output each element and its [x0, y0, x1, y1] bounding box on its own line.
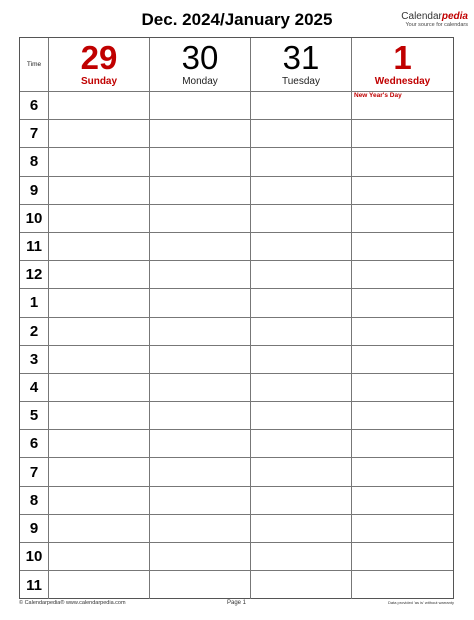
time-slot-monday[interactable]: [150, 543, 251, 571]
time-slot-wednesday[interactable]: [352, 148, 453, 176]
time-slot-sunday[interactable]: [49, 515, 150, 543]
hour-label: 10: [20, 543, 49, 571]
time-slot-sunday[interactable]: [49, 289, 150, 317]
hour-label: 7: [20, 458, 49, 486]
holiday-label: New Year's Day: [354, 92, 402, 99]
time-slot-tuesday[interactable]: [251, 120, 352, 148]
day-name: Monday: [182, 76, 218, 87]
time-slot-wednesday[interactable]: [352, 92, 453, 120]
time-slot-wednesday[interactable]: [352, 261, 453, 289]
time-slot-wednesday[interactable]: [352, 515, 453, 543]
brand-tagline: Your source for calendars: [405, 22, 468, 28]
time-slot-monday[interactable]: [150, 177, 251, 205]
time-slot-sunday[interactable]: [49, 571, 150, 599]
hour-label: 10: [20, 205, 49, 233]
time-slot-monday[interactable]: [150, 571, 251, 599]
time-slot-monday[interactable]: [150, 120, 251, 148]
hour-label: 6: [20, 430, 49, 458]
time-slot-sunday[interactable]: [49, 402, 150, 430]
time-slot-monday[interactable]: [150, 515, 251, 543]
hour-label: 11: [20, 571, 49, 599]
hour-label: 5: [20, 402, 49, 430]
day-header-monday: [150, 38, 251, 92]
time-slot-sunday[interactable]: [49, 148, 150, 176]
time-slot-monday[interactable]: [150, 346, 251, 374]
time-slot-tuesday[interactable]: [251, 177, 352, 205]
time-slot-monday[interactable]: [150, 205, 251, 233]
time-slot-tuesday[interactable]: [251, 205, 352, 233]
footer-disclaimer: Data provided 'as is' without warranty: [387, 600, 454, 605]
time-slot-tuesday[interactable]: [251, 487, 352, 515]
hour-label: 9: [20, 177, 49, 205]
hour-label: 1: [20, 289, 49, 317]
day-number: 29: [80, 39, 118, 76]
time-slot-wednesday[interactable]: [352, 402, 453, 430]
time-slot-tuesday[interactable]: [251, 261, 352, 289]
time-slot-wednesday[interactable]: [352, 346, 453, 374]
time-slot-sunday[interactable]: [49, 120, 150, 148]
time-slot-wednesday[interactable]: [352, 571, 453, 599]
time-slot-tuesday[interactable]: [251, 318, 352, 346]
time-slot-wednesday[interactable]: [352, 233, 453, 261]
time-slot-monday[interactable]: [150, 374, 251, 402]
time-slot-sunday[interactable]: [49, 543, 150, 571]
time-slot-tuesday[interactable]: [251, 289, 352, 317]
time-slot-tuesday[interactable]: [251, 515, 352, 543]
hour-label: 8: [20, 148, 49, 176]
hour-label: 3: [20, 346, 49, 374]
time-slot-sunday[interactable]: [49, 458, 150, 486]
time-slot-sunday[interactable]: [49, 318, 150, 346]
time-slot-wednesday[interactable]: [352, 177, 453, 205]
time-slot-tuesday[interactable]: [251, 458, 352, 486]
time-slot-wednesday[interactable]: [352, 120, 453, 148]
hour-label: 4: [20, 374, 49, 402]
time-slot-tuesday[interactable]: [251, 233, 352, 261]
day-name: Wednesday: [374, 76, 431, 87]
time-slot-monday[interactable]: [150, 261, 251, 289]
hour-label: 9: [20, 515, 49, 543]
time-slot-tuesday[interactable]: [251, 402, 352, 430]
time-slot-wednesday[interactable]: [352, 487, 453, 515]
time-slot-tuesday[interactable]: [251, 571, 352, 599]
time-slot-monday[interactable]: [150, 318, 251, 346]
time-slot-wednesday[interactable]: [352, 205, 453, 233]
time-slot-sunday[interactable]: [49, 261, 150, 289]
time-slot-monday[interactable]: [150, 233, 251, 261]
day-header-tuesday: [251, 38, 352, 92]
day-number: 31: [282, 39, 320, 76]
calendar-grid: [19, 37, 454, 599]
time-slot-sunday[interactable]: [49, 346, 150, 374]
hour-label: 6: [20, 92, 49, 120]
hour-label: 2: [20, 318, 49, 346]
time-slot-monday[interactable]: [150, 430, 251, 458]
footer-page-number: Page 1: [226, 600, 247, 606]
day-number: 1: [393, 39, 412, 76]
hour-label: 8: [20, 487, 49, 515]
page-title: Dec. 2024/January 2025: [141, 10, 333, 29]
time-slot-wednesday[interactable]: [352, 543, 453, 571]
time-slot-sunday[interactable]: [49, 487, 150, 515]
time-slot-monday[interactable]: [150, 458, 251, 486]
time-slot-wednesday[interactable]: [352, 430, 453, 458]
time-slot-tuesday[interactable]: [251, 374, 352, 402]
time-slot-monday[interactable]: [150, 92, 251, 120]
time-slot-monday[interactable]: [150, 402, 251, 430]
time-slot-tuesday[interactable]: [251, 543, 352, 571]
day-header-wednesday: [352, 38, 453, 92]
time-slot-monday[interactable]: [150, 148, 251, 176]
time-slot-wednesday[interactable]: [352, 458, 453, 486]
day-name: Sunday: [80, 76, 118, 87]
time-slot-sunday[interactable]: [49, 430, 150, 458]
time-slot-tuesday[interactable]: [251, 148, 352, 176]
time-slot-tuesday[interactable]: [251, 430, 352, 458]
time-slot-wednesday[interactable]: [352, 289, 453, 317]
time-slot-sunday[interactable]: [49, 233, 150, 261]
brand-accent: pedia: [441, 11, 468, 22]
time-slot-sunday[interactable]: [49, 374, 150, 402]
hour-label: 12: [20, 261, 49, 289]
day-header-sunday: [49, 38, 150, 92]
hour-label: 7: [20, 120, 49, 148]
time-slot-tuesday[interactable]: [251, 92, 352, 120]
time-slot-sunday[interactable]: [49, 205, 150, 233]
footer-copyright: © Calendarpedia® www.calendarpedia.com: [19, 600, 126, 606]
time-slot-monday[interactable]: [150, 487, 251, 515]
hour-label: 11: [20, 233, 49, 261]
time-slot-wednesday[interactable]: [352, 374, 453, 402]
time-slot-sunday[interactable]: [49, 177, 150, 205]
brand-prefix: Calendar: [401, 11, 442, 22]
time-slot-monday[interactable]: [150, 289, 251, 317]
time-slot-wednesday[interactable]: [352, 318, 453, 346]
time-slot-sunday[interactable]: [49, 92, 150, 120]
day-number: 30: [181, 39, 219, 76]
time-slot-tuesday[interactable]: [251, 346, 352, 374]
day-name: Tuesday: [282, 76, 320, 87]
brand-logo: [401, 12, 468, 29]
time-column-header: Time: [20, 38, 49, 92]
